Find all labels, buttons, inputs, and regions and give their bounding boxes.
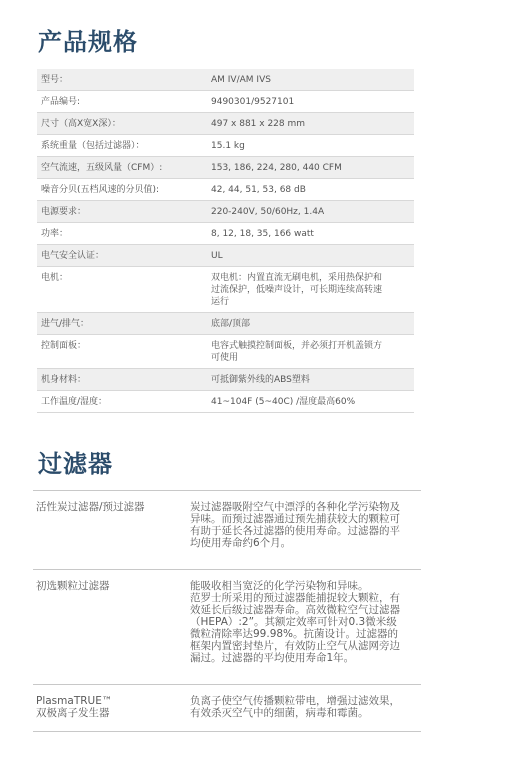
filter-description-line: 能吸收相当宽泛的化学污染物和异味。 bbox=[190, 580, 369, 592]
spec-row bbox=[37, 391, 414, 413]
spec-value-line: 过流保护，低噪声设计，可长期连续高转速 bbox=[211, 285, 383, 295]
spec-row bbox=[37, 135, 414, 157]
filter-description-line: 效延长后级过滤器寿命。高效微粒空气过滤器 bbox=[190, 604, 400, 616]
filter-description bbox=[187, 491, 421, 570]
spec-row bbox=[37, 157, 414, 179]
spec-row bbox=[37, 69, 414, 91]
spec-value-line: 41~104F (5~40C) /湿度最高60% bbox=[211, 397, 356, 407]
spec-value bbox=[207, 391, 414, 413]
filter-description-line: 框架内置密封垫片，有效防止空气从滤网旁边 bbox=[190, 640, 400, 652]
spec-value bbox=[207, 91, 414, 113]
spec-value bbox=[207, 245, 414, 267]
spec-label: 产品编号: bbox=[37, 91, 207, 113]
filter-row bbox=[33, 570, 421, 685]
filter-description-line: 有效杀灭空气中的细菌，病毒和霉菌。 bbox=[190, 707, 369, 719]
spec-row bbox=[37, 369, 414, 391]
filter-description-line: 有助于延长各过滤器的使用寿命。过滤器的平 bbox=[190, 525, 400, 537]
filter-description bbox=[187, 685, 421, 732]
spec-value bbox=[207, 69, 414, 91]
filter-description-line: 漏过。过滤器的平均使用寿命1年。 bbox=[190, 652, 355, 664]
filter-row bbox=[33, 685, 421, 732]
spec-label: 电气安全认证： bbox=[37, 245, 207, 267]
spec-value-line: 220-240V, 50/60Hz, 1.4A bbox=[211, 207, 325, 217]
spec-value bbox=[207, 157, 414, 179]
spec-value bbox=[207, 113, 414, 135]
spec-label: 尺寸（高X宽X深）： bbox=[37, 113, 207, 135]
filter-description-line: 负离子使空气传播颗粒带电，增强过滤效果， bbox=[190, 695, 400, 707]
spec-value bbox=[207, 223, 414, 245]
spec-value-line: 497 x 881 x 228 mm bbox=[211, 119, 306, 129]
spec-value-line: 电容式触摸控制面板，并必须打开机盖锁方 bbox=[211, 341, 383, 351]
spec-value bbox=[207, 179, 414, 201]
spec-label: 机身材料： bbox=[37, 369, 207, 391]
filter-name bbox=[33, 570, 187, 685]
spec-table bbox=[37, 69, 414, 413]
spec-value bbox=[207, 135, 414, 157]
spec-value-line: 15.1 kg bbox=[211, 141, 245, 151]
spec-value-line: 153, 186, 224, 280, 440 CFM bbox=[211, 163, 342, 173]
spec-value-line: 底部/顶部 bbox=[211, 319, 251, 329]
spec-label: 工作温度/湿度： bbox=[37, 391, 207, 413]
filter-description-line: 炭过滤器吸附空气中漂浮的各种化学污染物及 bbox=[190, 501, 400, 513]
spec-row bbox=[37, 245, 414, 267]
spec-value-line: 可抵御紫外线的ABS塑料 bbox=[211, 375, 310, 385]
spec-value-line: 8, 12, 18, 35, 166 watt bbox=[211, 229, 314, 239]
spec-row bbox=[37, 201, 414, 223]
filter-name-line: PlasmaTRUE™ bbox=[36, 695, 113, 707]
spec-value bbox=[207, 201, 414, 223]
spec-row bbox=[37, 335, 414, 369]
filter-name-line: 双极离子发生器 bbox=[36, 707, 110, 719]
spec-value-line: UL bbox=[211, 251, 223, 261]
spec-label: 空气流速，五级风量（CFM）: bbox=[37, 157, 207, 179]
specs-title: 产品规格 bbox=[38, 28, 138, 56]
spec-value-line: 可使用 bbox=[211, 353, 239, 363]
spec-row bbox=[37, 313, 414, 335]
filter-name bbox=[33, 491, 187, 570]
filter-row bbox=[33, 491, 421, 570]
filter-description-line: （HEPA）:2”。其额定效率可针对0.3微米级 bbox=[190, 616, 397, 628]
spec-value-line: 9490301/9527101 bbox=[211, 97, 295, 107]
filter-name bbox=[33, 685, 187, 732]
filter-description bbox=[187, 570, 421, 685]
filter-description-line: 微粒清除率达99.98%。抗菌设计。过滤器的 bbox=[190, 628, 399, 640]
spec-label: 型号： bbox=[37, 69, 207, 91]
filter-table bbox=[33, 490, 421, 732]
spec-value bbox=[207, 335, 414, 369]
spec-row bbox=[37, 223, 414, 245]
spec-label: 电源要求： bbox=[37, 201, 207, 223]
spec-value-line: 双电机：内置直流无刷电机，采用热保护和 bbox=[211, 273, 383, 283]
spec-value bbox=[207, 267, 414, 313]
spec-value bbox=[207, 369, 414, 391]
spec-row bbox=[37, 179, 414, 201]
spec-value-line: 42, 44, 51, 53, 68 dB bbox=[211, 185, 306, 195]
spec-label: 系统重量（包括过滤器）： bbox=[37, 135, 207, 157]
spec-label: 控制面板： bbox=[37, 335, 207, 369]
spec-label: 噪音分贝(五档风速的分贝值): bbox=[37, 179, 207, 201]
spec-row bbox=[37, 91, 414, 113]
filters-title: 过滤器 bbox=[38, 450, 113, 478]
filter-name-line: 活性炭过滤器/预过滤器 bbox=[36, 501, 145, 513]
spec-value bbox=[207, 313, 414, 335]
filter-description-line: 均使用寿命约6个月。 bbox=[190, 537, 292, 549]
filter-description-line: 异味。而预过滤器通过预先捕获较大的颗粒可 bbox=[190, 513, 400, 525]
spec-label: 电机： bbox=[37, 267, 207, 313]
spec-label: 功率： bbox=[37, 223, 207, 245]
spec-row bbox=[37, 267, 414, 313]
spec-label: 进气/排气： bbox=[37, 313, 207, 335]
spec-value-line: 运行 bbox=[211, 297, 230, 307]
filter-description-line: 范罗士所采用的预过滤器能捕捉较大颗粒，有 bbox=[190, 592, 400, 604]
spec-value-line: AM IV/AM IVS bbox=[211, 75, 271, 85]
spec-row bbox=[37, 113, 414, 135]
filter-name-line: 初选颗粒过滤器 bbox=[36, 580, 110, 592]
